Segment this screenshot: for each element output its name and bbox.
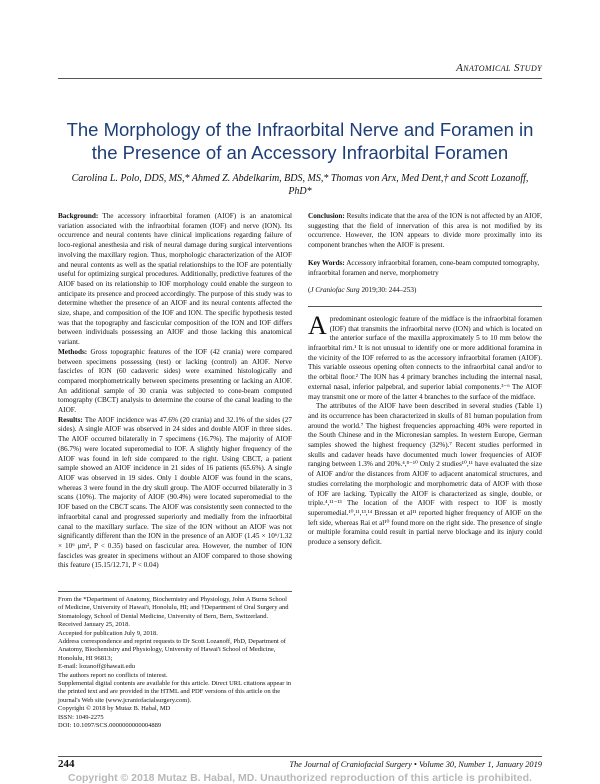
- background-text: The accessory infraorbital foramen (AIOF) is an anatomical variation associated with the infraorbital foramen (IOF) and nerve (ION). Its occurrence and neural contents have clinical implications regarding failure of loco-regional anesthesia and risk of neural damage during surgical interventions involving the maxillary region. Thus, morphologic characterization of the AIOF and neural contents as well as the spatial relationships to the IOF are potentially useful for optimizing surgical procedures. Additionally, predictive features of the AIOF based on its relationship to IOF morphology could enable the surgeon to anticipate its presence and proceed accordingly. The purpose of this study was to determine whether the presence of an AIOF and its neural contents affected the size, shape, and composition of the IOF and ION. The specific hypothesis tested was that the topography and fascicular composition of the ION and IOF differs between individuals possessing an AIOF and those lacking this anatomical variant.: [58, 212, 292, 347]
- abstract-results: [58, 416, 292, 571]
- page-number: 244: [58, 758, 75, 770]
- footnote-affiliation: From the *Department of Anatomy, Biochemistry and Physiology, John A Burns School of Medicine, University of Hawai'i, Honolulu, HI; and †Department of Oral Surgery and Stomatology, School of Dental Medicine, University of Bern, Bern, Switzerland.: [58, 596, 289, 620]
- footnote-address: Address correspondence and reprint requests to Dr Scott Lozanoff, PhD, Department of Anatomy, Biochemistry and Physiology, University of Hawai'i School of Medicine, Honolulu, HI 96813;: [58, 638, 286, 662]
- footnote-email: E-mail: lozanoff@hawaii.edu: [58, 663, 135, 671]
- results-label: Results:: [58, 415, 83, 424]
- footnote-accepted: Accepted for publication July 9, 2018.: [58, 629, 158, 637]
- footnote-conflicts: The authors report no conflicts of interest.: [58, 671, 168, 679]
- footer-rule: [58, 756, 542, 757]
- abstract-background: [58, 212, 292, 348]
- section-label: Anatomical Study: [456, 62, 542, 74]
- body-text: [308, 310, 542, 548]
- conclusion-label: Conclusion:: [308, 212, 345, 220]
- paragraph-1-text: predominant osteologic feature of the midface is the infraorbital foramen (IOF) that transmits the infraorbital nerve (ION) and which is located on the anterior surface of the maxilla approximately 5 to 10 mm below the infraorbital rim.¹ It is not unusual to identify one or more additional foramina in the vicinity of the IOF referred to as the accessory infraorbital foramen (AIOF). This variable osseous opening often connects to the infraorbital canal and/or to the orbital floor.² The ION has 4 primary branches including the internal nasal, external nasal, inferior palpebral, and superior labial components.³⁻⁶ The AIOF may transmit one or more of the latter 4 branches to the surface of the midface.: [308, 314, 542, 401]
- results-text: The AIOF incidence was 47.6% (20 crania) and 32.1% of the sides (27 sides). A single AIOF was observed in 24 sides and double AIOF in three sides. The AIOF occurred bilaterally in 7 specimens (16.7%). The majority of AIOF (86.7%) were located superomedial to IOF. A slightly higher frequency of the AIOF was found in left side compared to the right. Using CBCT, a patient sample showed an AIOF incidence in 21 sides of 16 patients (65.6%). A single AIOF was observed in 19 sides. Only 1 double AIOF was found in the scans, whereas 3 were found in the dry skull group. The AIOF occurred bilaterally in 3 scans (10%). The majority of AIOF (90.4%) were located superomedial to the IOF based on the CBCT scans. The AIOF was consistently seen connected to the infraorbital canal and progressed superiorly and medially from the infraorbital canal to the maxillary surface. The size of the ION without an AIOF was not significantly different than the ION in the presence of an AIOF (1.45 × 10⁶/1.32 × 10⁶ μm², P < 0.35) based on fascicular area. However, the number of ION fascicles was greater in specimens without an AIOF compared to those showing this feature (15.15/12.71, P < 0.04): [58, 415, 292, 570]
- methods-label: Methods:: [58, 347, 88, 356]
- footnote-copyright: Copyright © 2018 by Mutaz B. Habal, MD: [58, 705, 171, 713]
- drop-cap: A: [308, 310, 327, 340]
- journal-info: The Journal of Craniofacial Surgery • Volume 30, Number 1, January 2019: [289, 760, 542, 769]
- background-label: Background:: [58, 212, 99, 220]
- header-rule: [58, 78, 542, 79]
- citation-journal: J Craniofac Surg: [310, 286, 360, 295]
- key-words: [308, 259, 542, 278]
- footnote-rule: [58, 591, 292, 592]
- paragraph-2-text: The attributes of the AIOF have been described in several studies (Table 1) and its occurrence has been characterized in skulls of 81 human population from around the world.⁷ The highest frequencies approaching 40% were reported in the South Chinese and in the Micronesian samples. In western Europe, German samples showed the highest frequency (32%).⁷ Recent studies performed in skulls and cadaver heads have documented much lower frequencies of AIOF ranging between 1.3% and 20%.⁴,⁸⁻¹⁰ Only 2 studies¹⁰,¹¹ have evaluated the size of AIOF and/or the distances from AIOF to adjacent anatomical structures, and studies correlating the morphologic and morphometric data of AIOF with those of IOF are lacking. Typically the AIOF is characterized as single, double, or triple.⁴,¹¹⁻¹³ The location of the AIOF with respect to IOF is mostly superomedial.¹⁰,¹¹,¹³,¹⁴ Bressan et al¹¹ reported higher frequency of AIOF on the left side, whereas Rai et al¹⁰ found more on the right side. The presence of single or multiple foramina could result in partial nerve blockage and its injury could produce a sensory deficit.: [308, 402, 542, 547]
- right-column: [308, 212, 542, 548]
- left-column: [58, 212, 292, 571]
- body-paragraph-1: [308, 310, 542, 402]
- footnotes: [58, 591, 292, 731]
- copyright-notice: Copyright © 2018 Mutaz B. Habal, MD. Unauthorized reproduction of this article is prohibited.: [68, 772, 532, 784]
- abstract-divider: [308, 306, 542, 307]
- footnote-supplemental: Supplemental digital contents are available for this article. Direct URL citations appear in the printed text and are provided in the HTML and PDF versions of this article on the journal's Web site (www.jcraniofacialsurgery.com).: [58, 680, 292, 704]
- footnote-received: Received January 25, 2018.: [58, 621, 131, 629]
- body-paragraph-2: [308, 402, 542, 548]
- footnote-issn: ISSN: 1049-2275: [58, 713, 104, 721]
- methods-text: Gross topographic features of the IOF (42 crania) were compared between specimens possessing (test) or lacking (control) an AIOF. Nerve fascicles of ION (60 cadaveric sides) were examined histologically and compared morphometrically between specimens presenting or lacking an AIOF. An additional sample of 30 crania was subjected to cone-beam computed tomography (CBCT) analysis to determine the course of the canal leading to the AIOF.: [58, 347, 292, 415]
- article-title: The Morphology of the Infraorbital Nerve and Foramen in the Presence of an Accessory Infraorbital Foramen: [66, 119, 534, 163]
- citation-details: 2019;30: 244–253): [359, 286, 417, 295]
- citation: (J Craniofac Surg 2019;30: 244–253): [308, 286, 417, 295]
- abstract-conclusion: [308, 212, 542, 251]
- abstract-continued: [308, 212, 542, 251]
- key-words-text: Accessory infraorbital foramen, cone-beam computed tomography, infraorbital foramen and nerve, morphometry: [308, 258, 540, 277]
- footnote-doi: DOI: 10.1097/SCS.0000000000004889: [58, 722, 162, 730]
- authors: Carolina L. Polo, DDS, MS,* Ahmed Z. Abdelkarim, BDS, MS,* Thomas von Arx, Med Dent,† and Scott Lozanoff, PhD*: [71, 173, 529, 197]
- key-words-label: Key Words:: [308, 258, 345, 267]
- conclusion-text: Results indicate that the area of the ION is not affected by an AIOF, suggesting that the field of innervation of this area is not modified by its occurrence. However, the ION appears to divide more proximally into its component branches when the AIOF is present.: [308, 212, 542, 250]
- abstract: [58, 212, 292, 571]
- abstract-methods: [58, 348, 292, 416]
